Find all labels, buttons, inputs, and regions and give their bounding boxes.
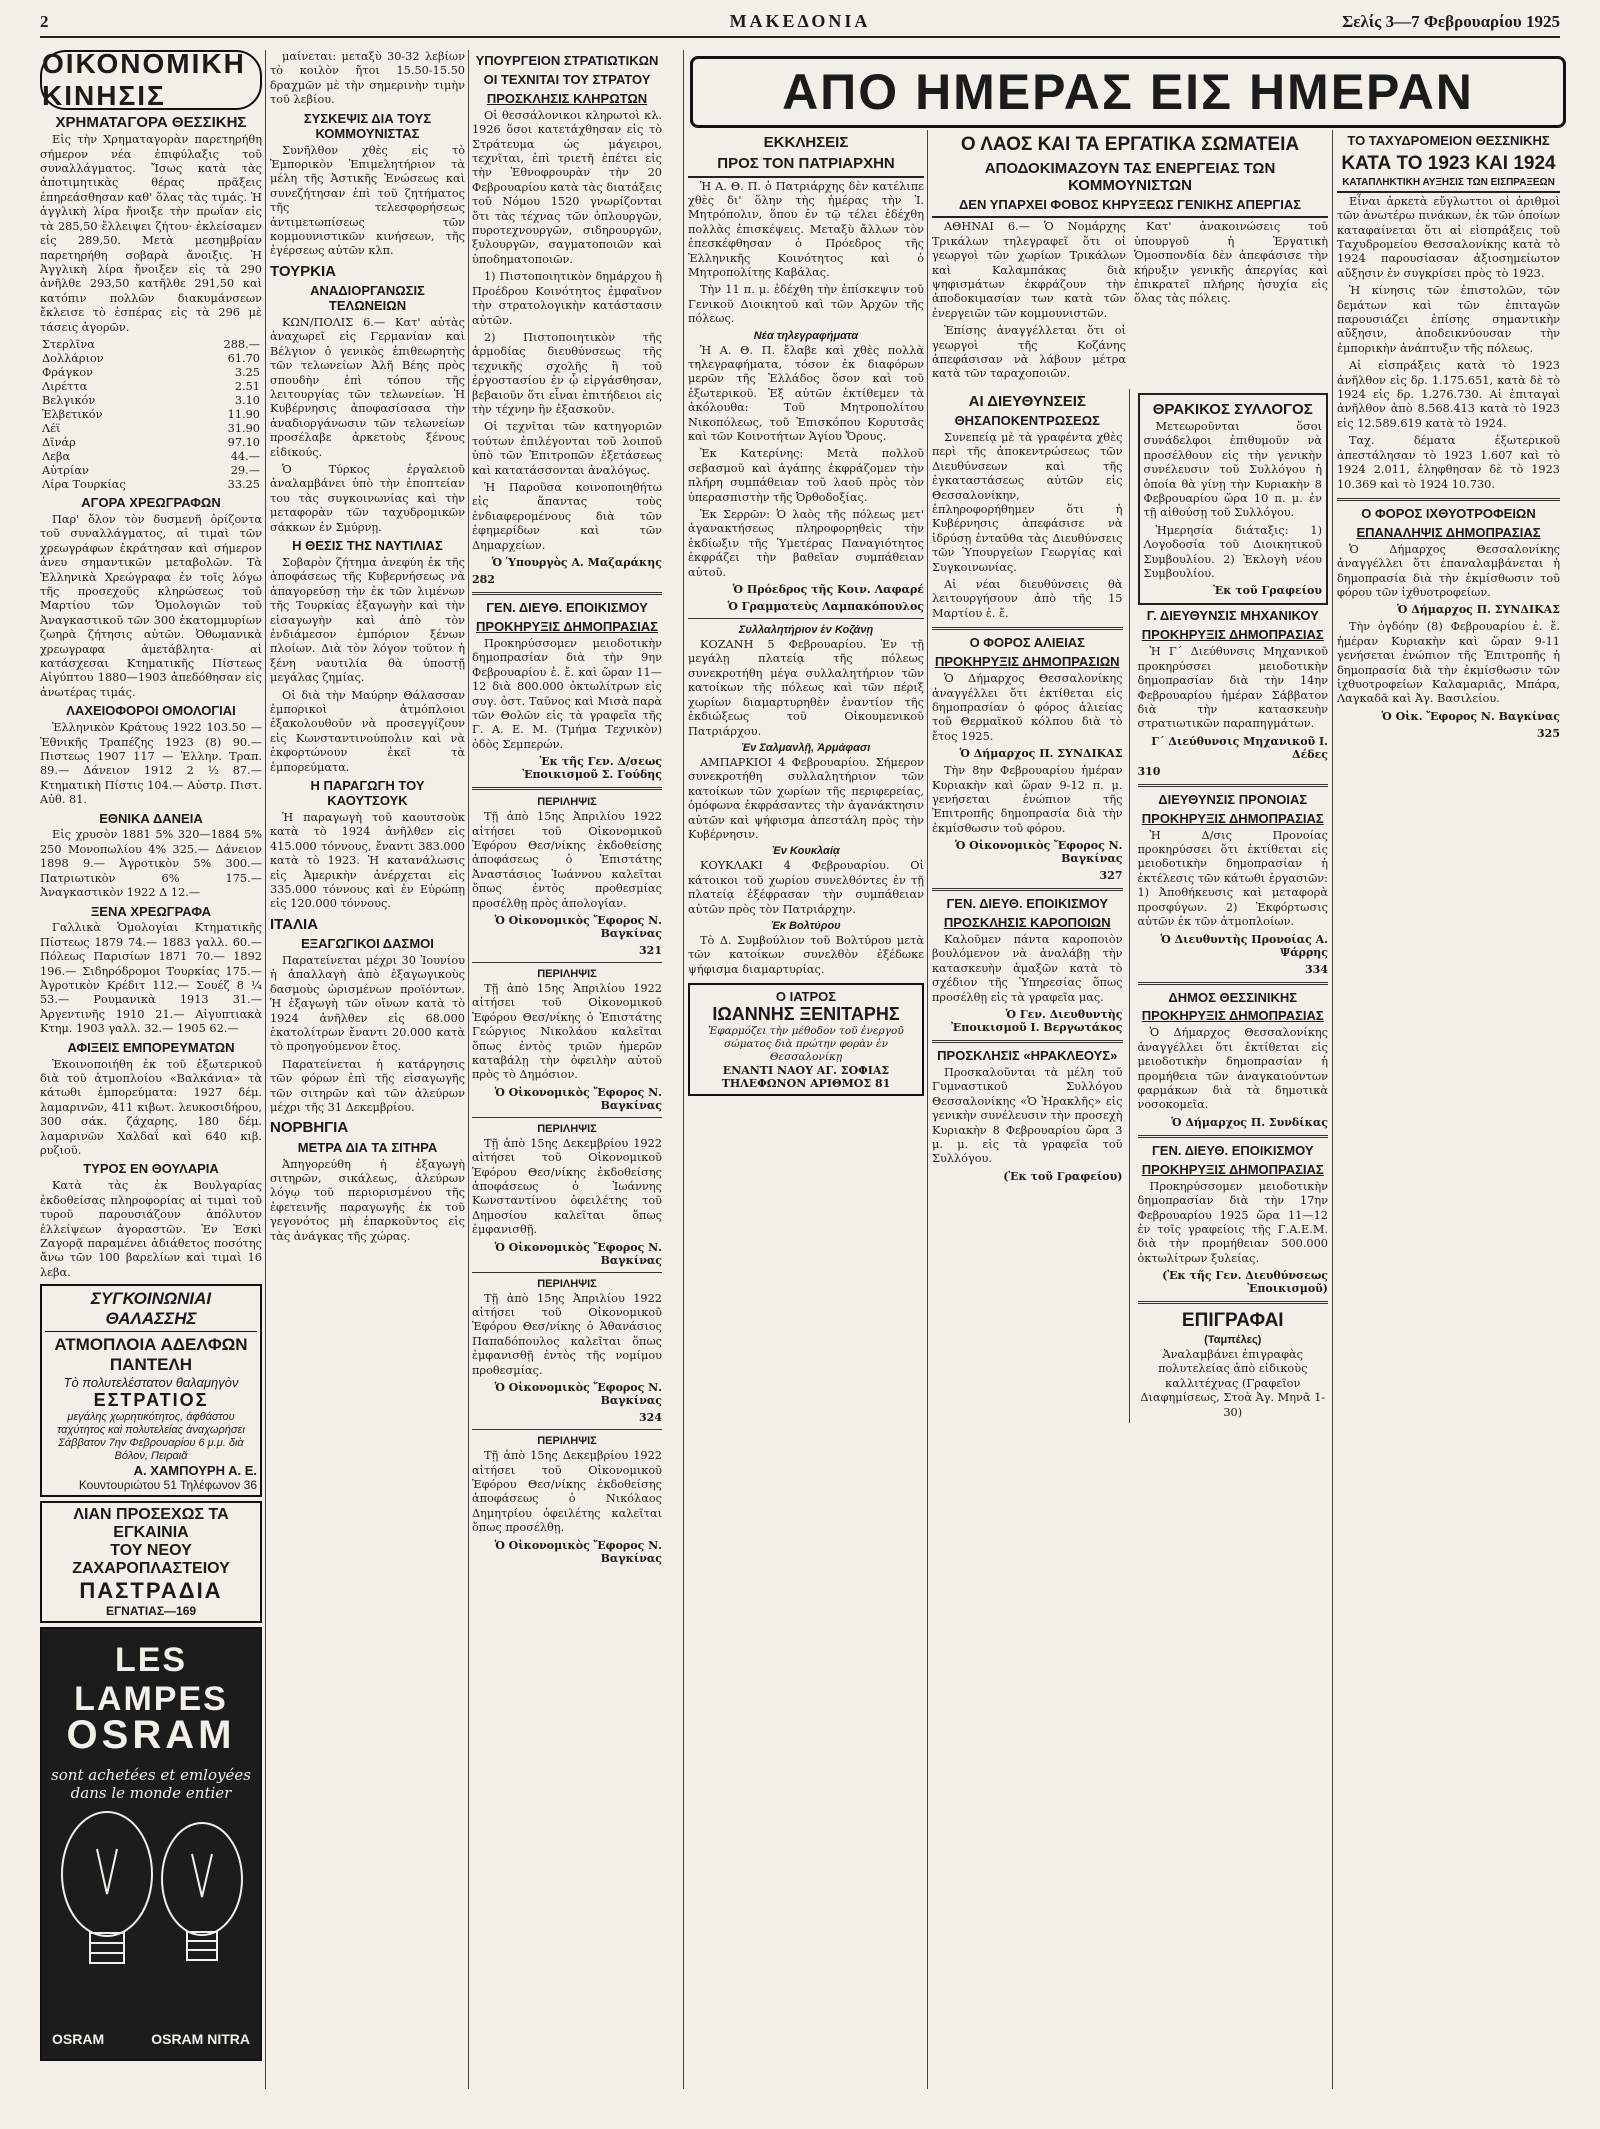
heading-army-technicians: ΟΙ ΤΕΧΝΙΤΑΙ ΤΟΥ ΣΤΡΑΤΟΥ	[483, 71, 651, 87]
rate-row	[40, 394, 262, 408]
heading-securities: ΑΓΟΡΑ ΧΡΕΩΓΡΑΦΩΝ	[81, 494, 221, 510]
article-text: Εἰς χρυσὸν 1881 5% 320—1884 5% 250 Μονοπωλίου 4% 325.— Δάνειον 1898 9.— Ἀγροτικὸν 5% 300.— Πατριωτικὸν 6% 175.— Ἀναγκαστικὸν 1922 Δ 12.—	[40, 828, 262, 900]
heading-auction: ΠΡΟΚΗΡΥΞΙΣ ΔΗΜΟΠΡΑΣΙΑΣ	[1141, 627, 1324, 643]
rate-row	[40, 450, 262, 464]
separator	[1138, 982, 1329, 985]
currency-rate: 97.10	[227, 435, 260, 449]
article-text: Συνῆλθον χθὲς εἰς τὸ Ἐμπορικὸν Ἐπιμελητήριον τὰ μέλη τῆς Ἀστικῆς Ἑνώσεως καὶ συνεζήτησαν ἐπὶ τοῦ ζητήματος τῆς τελεσφορήσεως ἀντιμετωπίσεως τῶν κομμουνιστικῶν κινήσεων, τῆς ἐγέρσεως αὐτῶν κλπ.	[270, 143, 465, 258]
article-text: ΑΘΗΝΑΙ 6.— Ὁ Νομάρχης Τρικάλων τηλεγραφεῖ ὅτι οἱ γεωργοὶ τῶν χωρίων Τρικάλων καὶ Καλαμπάκας διὰ ψηφισμάτων ἐκφράζουν τὴν ἀποδοκιμασίαν των κατὰ τῶν ἐνεργειῶν τῶν κομμουνιστῶν.	[932, 220, 1126, 320]
article-text: Αἱ εἰσπράξεις κατὰ τὸ 1923 ἀνῆλθον εἰς δρ. 1.175.651, κατὰ δὲ τὸ 1924 εἰς δρ. 1.276.730. Αἱ ἐπιταγαὶ ἀνῆλθον ἀπὸ 8.568.413 κατὰ τὸ 1923 εἰς 12.589.619 κατὰ τὸ 1924.	[1337, 359, 1560, 430]
heading-national-loans: ΕΘΝΙΚΑ ΔΑΝΕΙΑ	[99, 810, 203, 826]
heading-summary: ΠΕΡΙΛΗΨΙΣ	[537, 1435, 597, 1448]
article-text: Τῇ ἀπὸ 15ης Ἀπριλίου 1922 αἰτήσει τοῦ Οἰκονομικοῦ Ἐφόρου Θεσ/νίκης ἐκδοθείσης ἀποφάσεως ὁ Ἐπιστάτης Ἀναστάσιος Ἰωάννου καλεῖται ὅπως ἐντὸς προθεσμίας προσέλθῃ πρὸς ἀπολογίαν.	[472, 810, 662, 910]
currency-rate: 61.70	[227, 351, 260, 365]
page-mark: 2	[40, 12, 49, 31]
ad-text: ΛΙΑΝ ΠΡΟΣΕΧΩΣ ΤΑ ΕΓΚΑΙΝΙΑ	[73, 1506, 229, 1542]
article-text: ΚΩΝ/ΠΟΛΙΣ 6.— Κατ' αὐτὰς ἀναχωρεῖ εἰς Γερμανίαν καὶ Βέλγιον ὁ γενικὸς ἐπιθεωρητὴς τῶν τελωνείων Ἀλῆ Βέης πρὸς σπουδὴν ἐπὶ τόπου τῆς λειτουργίας τῶν τελωνείων. Ἡ Κυβέρνησις ἀποφασίσασα τὴν ἀναδιοργάνωσιν τῶν τελωνείων προσέλαβε ἀρκετοὺς ξένους εἰδικούς.	[270, 315, 465, 459]
article-text: μαίνεται: μεταξὺ 30-32 λεβίων τὸ κοιλὸν ἤτοι 15.50-15.50 δραχμῶν μὲ τὴν σημερινὴν τιμὴν τοῦ λεβίου.	[270, 50, 465, 107]
heading-auctions: ΠΡΟΚΗΡΥΞΙΣ ΔΗΜΟΠΡΑΣΙΩΝ	[934, 654, 1120, 670]
notice-number: 325	[1537, 726, 1560, 740]
rate-row	[40, 352, 262, 366]
currency-rate: 2.51	[234, 379, 260, 393]
article-text: Ἡ παραγωγὴ τοῦ καουτσοὺκ κατὰ τὸ 1924 ἀνῆλθεν εἰς 415.000 τόννους, ἔναντι 383.000 κατὰ τὸ 1923. Ἡ κατανάλωσις εἰς Ἀμερικὴν ἀνέρχεται εἰς 335.000 τόννους καὶ ἐν Εὐρώπῃ εἰς 120.000 τόννους.	[270, 810, 465, 911]
article-text: Σοβαρὸν ζήτημα ἀνεφύη ἐκ τῆς ἀποφάσεως τῆς Κυβερνήσεως νὰ ἀπαγορεύσῃ τὴν ἐκ τῶν λιμένων τῆς Τουρκίας ἐξαγωγὴν καὶ τὴν εἰσαγωγὴν καὶ ἀπὸ τὸν ἐνδιάμεσον ἐμπόριον ξένων πλοίων. Διὰ τὸν λόγον τοῦτον ἡ ξένη ναυτιλία θὰ ὑποστῇ μεγάλας ζημίας.	[270, 555, 465, 685]
ad-text: μεγάλης χωρητικότητος, ἀφθάστου ταχύτητος καὶ πολυτελείας ἀναχωρήσει Σάββατον 7ην Φεβρουαρίου 6 μ.μ. διὰ Βόλον, Πειραιᾶ	[57, 1411, 245, 1463]
article-text: Ἀναλαμβάνει ἐπιγραφὰς πολυτελείας ἀπὸ εἰδικοὺς καλλιτέχνας (Γραφεῖον Διαφημίσεως, Στοὰ Ἀγ. Μηνᾶ 1-30)	[1140, 1347, 1326, 1419]
signature: Ὁ Γραμματεὺς Λαμπακόπουλος	[727, 600, 924, 614]
pastry-shop-advertisement	[40, 1501, 262, 1623]
ad-shop-name: ΠΑΣΤΡΑΔΙΑ	[79, 1578, 223, 1604]
heading-shipping: Η ΘΕΣΙΣ ΤΗΣ ΝΑΥΤΙΛΙΑΣ	[292, 537, 443, 553]
thracian-society-notice	[1138, 393, 1329, 606]
column-rule	[468, 50, 469, 2089]
signature: Ὁ Πρόεδρος τῆς Κοιν. Λαφαρέ	[732, 583, 924, 597]
separator	[1138, 1301, 1329, 1304]
currency-rate: 288.—	[223, 337, 260, 351]
heading-repeat-auction: ΕΠΑΝΑΛΗΨΙΣ ΔΗΜΟΠΡΑΣΙΑΣ	[1356, 524, 1541, 540]
article-text: Γαλλικὰ Ὁμολογίαι Κτηματικῆς Πίστεως 1879 74.— 1883 γαλλ. 60.— Πόλεως Παρισίων 1871 70.— 1892 196.— Σιδηρόδρομοι Τουρκίας 175.— Ἀγροτικὸν Κρέδιτ 112.— Σουέζ 8 ¼ 53.— Ρουμανικὰ 1913 31.— Ἀργεντινῆς 1910 21.— Αἰγυπτιακὰ Κτημ. 1903 γαλλ. 32.— 1905 62.—	[40, 921, 262, 1036]
article-text: Ἐκ Κατερίνης: Μετὰ πολλοῦ σεβασμοῦ καὶ ἀγάπης ἐκφράζομεν τὴν πλήρη συμπάθειαν τοῦ λαοῦ πρὸς τὸν ὑπερασπιστὴν τῆς Ὀρθοδοξίας.	[688, 447, 924, 504]
article-text: Τὸ Δ. Συμβούλιον τοῦ Βολτύρου μετὰ τῶν κατοίκων συνελθὸν ἐξέδωκε ψήφισμα διαμαρτυρίας.	[688, 933, 924, 976]
heading-lottery-bonds: ΛΑΧΕΙΟΦΟΡΟΙ ΟΜΟΛΟΓΙΑΙ	[66, 703, 236, 719]
exchange-rates-table	[40, 338, 262, 492]
doctor-text: Ἐφαρμόζει τὴν μέθοδον τοῦ ἐνεργοῦ σώματος διὰ πρώτην φορὰν ἐν Θεσσαλονίκῃ	[708, 1025, 904, 1064]
heading-ministry: ΥΠΟΥΡΓΕΙΟΝ ΣΤΡΑΤΙΩΤΙΚΩΝ	[475, 53, 659, 68]
currency-name: Λίρα Τουρκίας	[42, 477, 126, 491]
currency-name: Λιρέττα	[42, 379, 88, 393]
article-text: Ἐκοινοποιήθη ἐκ τοῦ ἐξωτερικοῦ διὰ τοῦ ἀτμοπλοίου «Βαλκάνια» τὰ κάτωθι ἐμπορεύματα: 1927 δέμ. λαμαρινῶν, 411 κιβωτ. λευκοσιδήρου, 300 σάκ. ζάχαρης, 180 δέμ. λαμαρινῶν Χαλδαΐ καὶ 640 κιβ. ρυζιοῦ.	[40, 1057, 262, 1158]
heading-signs: ΕΠΙΓΡΑΦΑΙ	[1181, 1310, 1284, 1332]
separator	[1138, 784, 1329, 787]
signature: Ὁ Οἰκονομικὸς Ἔφορος Ν. Βαγκίνας	[494, 1240, 662, 1267]
ad-company: ΑΤΜΟΠΛΟΙΑ ΑΔΕΛΦΩΝ ΠΑΝΤΕΛΗ	[54, 1335, 248, 1375]
heading-decentralisation: ΘΗΣΑΠΟΚΕΝΤΡΩΣΕΩΣ	[954, 413, 1100, 428]
heading-summary: ΠΕΡΙΛΗΨΙΣ	[537, 1277, 597, 1290]
article-text: Καλοῦμεν πάντα καροποιὸν βουλόμενον νὰ ἀναλάβῃ τὴν κατασκευὴν ἁμαξῶν κατὰ τὸ σχέδιον τῆς Ὑπηρεσίας ὅπως προσέλθῃ εἰς τὰ γραφεῖα μας.	[932, 933, 1123, 1004]
currency-name: Βελγικόν	[42, 393, 96, 407]
signature: Ἐκ τῆς Γεν. Δ/σεως Ἐποικισμοῦ Σ. Γούδης	[522, 755, 662, 782]
column-notices	[472, 50, 662, 2085]
heading-meeting: ΣΥΣΚΕΨΙΣ ΔΙΑ ΤΟΥΣ ΚΟΜΜΟΥΝΙΣΤΑΣ	[303, 110, 432, 141]
separator	[1337, 498, 1560, 501]
heading-thracian-society: ΘΡΑΚΙΚΟΣ ΣΥΛΛΟΓΟΣ	[1152, 400, 1313, 418]
heading-signs-sub: (Ταμπέλες)	[1204, 1333, 1262, 1346]
heading-summary: ΠΕΡΙΛΗΨΙΣ	[537, 796, 597, 809]
separator	[688, 618, 924, 619]
currency-rate: 29.—	[230, 463, 260, 477]
signature: Γ΄ Διεύθυνσις Μηχανικοῦ Ι. Δέδες	[1151, 734, 1328, 761]
article-text: Κατ' ἀνακοινώσεις τοῦ ὑπουργοῦ ἡ Ἐργατικὴ Ὁμοσπονδία δὲν ἀπεφάσισε τὴν κήρυξιν γενικῆς ἀπεργίας καὶ ἐπικρατεῖ πλήρης ἡσυχία εἰς ὅλας τὰς πόλεις.	[1134, 220, 1328, 306]
heading-people-unions: Ο ΛΑΟΣ ΚΑΙ ΤΑ ΕΡΓΑΤΙΚΑ ΣΩΜΑΤΕΙΑ	[960, 134, 1300, 155]
heading-voltyros: Ἐκ Βολτύρου	[771, 919, 841, 932]
heading-stock-exchange: ΧΡΗΜΑΤΑΓΟΡΑ ΘΕΣΣΙΚΗΣ	[55, 114, 247, 131]
article-text: Παρατείνεται μέχρι 30 Ἰουνίου ἡ ἀπαλλαγὴ ἀπὸ ἐξαγωγικοὺς δασμοὺς ὡρισμένων προϊόντων. Ἡ ἐξαγωγὴ τῶν οἴνων κατὰ τὸ 1924 ἀνῆλθεν εἰς 68.000 ἑκατολίτρων ἔναντι 20.000 κατὰ τὸ προηγούμενον ἔτος.	[270, 953, 465, 1054]
separator	[472, 787, 662, 790]
signature: Ὁ Δήμαρχος Π. Συνδίκας	[1171, 1115, 1328, 1129]
currency-name: Ἑλβετικόν	[42, 407, 103, 421]
article-text: Μετεωροῦνται ὅσοι συνάδελφοι ἐπιθυμοῦν νὰ προσέλθουν εἰς τὴν γενικὴν συνέλευσιν τοῦ Συλλόγου ἡ ὁποία θὰ γίνῃ τὴν Κυριακὴν 8 Φεβρουαρίου ὥρα 10 π. μ. ἐν τῇ αἰθούσῃ τοῦ Συλλόγου.	[1143, 420, 1322, 520]
doctor-name: ΙΩΑΝΝΗΣ ΞΕΝΙΤΑΡΗΣ	[712, 1004, 900, 1025]
notice-number: 327	[1099, 869, 1123, 883]
heading-fish-tax: Ο ΦΟΡΟΣ ΙΧΘΥΟΤΡΟΦΕΙΩΝ	[1361, 505, 1536, 521]
separator	[932, 1040, 1123, 1043]
column-rule	[683, 50, 684, 2089]
article-text: Εἰς τὴν Χρηματαγορὰν παρετηρήθη σήμερον νέα ἐπιφύλαξις τοῦ συναλλάγματος. Ἴσως κατὰ τὰς ἀποτιμητικὰς θέρας πρᾶξεις ἐπηρεάσθησαν καθ' ὅλας τὰς τιμάς. Ἡ ἀγγλικὴ λίρα ἤνοιξε τὴν πρωΐαν εἰς τὰ 285,50 ἔλλειψει ζήτου· ἐκλείσαμεν εἰς 289,50. Μετὰ μεσημβρίαν παρετηρήθη σοβαρὰ ἄνοιξις. Ἡ Ἀγγλικὴ λίρα ἤνοιξεν εἰς τὰ 290 ἀνῆλθε 293,50 κατῆλθε 291,50 καὶ κατόπιν πολλῶν διακυμάνσεων ἔκλεισε τὸ ἑσπέρας εἰς τὰ 296 μὲ τάσεις ἀγορῶν.	[40, 133, 262, 334]
article-text: ΚΟΖΑΝΗ 5 Φεβρουαρίου. Ἐν τῇ μεγάλῃ πλατείᾳ τῆς πόλεως συνεκροτήθη μέγα συλλαλητήριον τῶν κατοίκων τῆς πόλεως καὶ τῶν πέριξ χωρίων διαμαρτυρηθὲν ἐναντίον τῆς ἐκδιώξεως τοῦ Οἰκουμενικοῦ Πατριάρχου.	[688, 638, 924, 738]
heading-auction: ΠΡΟΚΗΡΥΞΙΣ ΔΗΜΟΠΡΑΣΙΑΣ	[476, 618, 658, 634]
article-text: Παρ' ὅλον τὸν δυσμενῆ ὀρίζοντα τοῦ συναλλάγματος, αἱ τιμαὶ τῶν χρεωγράφων ἐκράτησαν καὶ σήμερον ἀνευ σημαντικῶν μεταβολῶν. Τὰ Ἑλληνικὰ Χρεώγραφα ἐν τοῖς λόγω τῆς προσεχοῦς κληρώσεως τοῦ Μαρτίου τῶν Ὁμολογιῶν τοῦ Ἀναγκαστικοῦ τῶν 300 ἑκατομμυρίων ζωηρὰ ζήτησις αὐτῶν. Ὀθωμανικὰ χρεωγραφα ἀμετάβλητα· αἱ κατάσχεσαι Κτηματικῆς Πίστεως Αἰγύπτου 1880—1903 ἀπεδόθησαν εἰς ἀνωτέρας τιμάς.	[40, 512, 262, 699]
signature: Ὁ Γεν. Διευθυντὴς Ἐποικισμοῦ Ι. Βεργωτάκος	[951, 1008, 1123, 1035]
heading-settlement: ΓΕΝ. ΔΙΕΥΘ. ΕΠΟΙΚΙΣΜΟΥ	[946, 896, 1109, 912]
rate-row	[40, 338, 262, 352]
notice-number: 324	[639, 1411, 662, 1425]
currency-name: Φράγκον	[42, 365, 94, 379]
article-text: Ταχ. δέματα ἐξωτερικοῦ ἀπεστάλησαν τὸ 1923 1.607 καὶ τὸ 1924 2.011, ἐληφθησαν δὲ τὸ 1923 10.369 καὶ τὸ 1924 10.730.	[1337, 434, 1560, 491]
currency-name: Δῖνάρ	[42, 435, 76, 449]
doctor-phone: ΤΗΛΕΦΩΝΟΝ ΑΡΙΘΜΟΣ 81	[721, 1077, 891, 1091]
heading-settlement: ΓΕΝ. ΔΙΕΥΘ. ΕΠΟΙΚΙΣΜΟΥ	[486, 600, 648, 615]
signature: Ὁ Οἰκονομικὸς Ἔφορος Ν. Βαγκίνας	[494, 1538, 662, 1565]
article-text: Ἐπίσης ἀναγγέλλεται ὅτι οἱ γεωργοὶ τῆς Κοζάνης ἀπεφάσισαν νὰ λάβουν μέτρα κατὰ τῶν ταραχοποιῶν.	[932, 324, 1126, 381]
article-text: Ἡ κίνησις τῶν ἐπιστολῶν, τῶν δεμάτων καὶ τῶν ἐπιταγῶν παρουσιάζει ἐπίσης σημαντικὴν αὔξησιν, ἀποδεικνύουσαν τὴν ἐμπορικὴν ἀνάπτυξιν τῆς πόλεως.	[1337, 284, 1560, 355]
section-banner: ΑΠΟ ΗΜΕΡΑΣ ΕΙΣ ΗΜΕΡΑΝ	[690, 56, 1566, 128]
currency-rate: 3.10	[234, 393, 260, 407]
heading-welfare: ΔΙΕΥΘΥΝΣΙΣ ΠΡΟΝΟΙΑΣ	[1158, 791, 1308, 807]
signature: Ὁ Οἰκονομικὸς Ἔφορος Ν. Βαγκίνας	[494, 913, 662, 940]
ad-ship-name: ΕΣΤΡΑΤΙΟΣ	[93, 1390, 209, 1411]
heading-years: ΚΑΤΑ ΤΟ 1923 ΚΑΙ 1924	[1341, 152, 1556, 174]
ad-address: ΕΓΝΑΤΙΑΣ—169	[105, 1604, 197, 1619]
heading-disapprove-communists: ΑΠΟΔΟΚΙΜΑΖΟΥΝ ΤΑΣ ΕΝΕΡΓΕΙΑΣ ΤΩΝ ΚΟΜΜΟΥΝΙΣΤΩΝ	[984, 159, 1276, 195]
notice-number: 282	[472, 573, 495, 586]
notice-number: 321	[639, 943, 662, 957]
article-text: Ἐκ Σερρῶν: Ὁ λαὸς τῆς πόλεως μετ' ἀγανακτήσεως πληροφορηθεὶς τὴν ἐκδίωξιν τῆς Ὑμετέρας Παναγιότητος ἐκφράζει τὴν βαθεῖαν συμπάθειαν αὐτοῦ.	[688, 508, 924, 579]
column-post-office	[1337, 130, 1560, 2090]
heading-auction: ΠΡΟΚΗΡΥΞΙΣ ΔΗΜΟΠΡΑΣΙΑΣ	[1141, 810, 1324, 826]
heading-settlement: ΓΕΝ. ΔΙΕΥΘ. ΕΠΟΙΚΙΣΜΟΥ	[1151, 1142, 1314, 1158]
economy-box-title: ΟΙΚΟΝΟΜΙΚΗ ΚΙΝΗΣΙΣ	[40, 50, 262, 110]
column-economy-continued	[270, 50, 465, 1243]
column-rule	[927, 130, 928, 2089]
separator	[472, 1117, 662, 1118]
currency-rate: 3.25	[234, 365, 260, 379]
osram-lamp-label: OSRAM NITRA	[151, 2031, 250, 2048]
article-text: Ὁ Δήμαρχος Θεσσαλονίκης ἀναγγέλλει ὅτι ἐπαναλαμβάνεται ἡ δημοπρασία διὰ τὴν ἐκμίσθωσιν τοῦ φόρου τῶν ἰχθυοτροφείων.	[1337, 542, 1560, 599]
doctor-address: ΕΝΑΝΤΙ ΝΑΟΥ ΑΓ. ΣΟΦΙΑΣ	[722, 1064, 890, 1078]
shipping-advertisement	[40, 1284, 262, 1497]
heading-customs: ΑΝΑΔΙΟΡΓΑΝΩΣΙΣ ΤΕΛΩΝΕΙΩΝ	[310, 283, 425, 313]
signature: Ὁ Οἰκονομικὸς Ἔφορος Ν. Βαγκίνας	[494, 1381, 662, 1408]
currency-name: Λέϊ	[42, 421, 61, 435]
article-text: Ὁ Τύρκος ἐργαλειοῦ ἀναλαμβάνει ὑπὸ τὴν ἐποπτείαν του τὰς συγκοινωνίας καὶ τὴν μεταφορὰν τῶν ταχυδρομικῶν σάκκων ἐν Σμύρνῃ.	[270, 462, 465, 534]
currency-rate: 11.90	[227, 407, 260, 421]
rate-row	[40, 478, 262, 492]
separator	[472, 592, 662, 595]
article-text: Τῇ ἀπὸ 15ης Ἀπριλίου 1922 αἰτήσει τοῦ Οἰκονομικοῦ Ἐφόρου Θεσ/νίκης ὁ Ἀθανάσιος Παπαδόπουλος καλεῖται ὅπως ἐμφανισθῇ ἐντὸς τῆς νομίμου προθεσμίας.	[472, 1291, 662, 1377]
heading-export-duties: ΕΞΑΓΩΓΙΚΟΙ ΔΑΣΜΟΙ	[301, 935, 434, 951]
article-text: 1) Πιστοποιητικὸν δημάρχου ἢ Προέδρου Κοινότητος ἐμφαῖνον τὴν στρατολογικὴν κατάστασιν αὐτῶν.	[472, 270, 662, 327]
rate-row	[40, 408, 262, 422]
article-text: Ἀπηγορεύθη ἡ ἐξαγωγὴ σιτηρῶν, σικάλεως, ἀλεύρων λόγῳ τοῦ περιορισμένου τῆς ἐφετεινῆς παραγωγῆς ἐκ τοῦ γεγονότος μὴ ἐπαρκοῦντος εἰς τὰς ἀνάγκας τῆς χώρας.	[270, 1157, 465, 1243]
heading-rally: Συλλαλητήριον ἐν Κοζάνῃ	[738, 624, 874, 637]
ad-agent: Α. ΧΑΜΠΟΥΡΗ Α. Ε.	[133, 1463, 257, 1479]
heading-auction: ΠΡΟΚΗΡΥΞΙΣ ΔΗΜΟΠΡΑΣΙΑΣ	[1141, 1008, 1324, 1024]
signature: Ὁ Οἰκονομικὸς Ἔφορος Ν. Βαγκίνας	[955, 839, 1123, 866]
heading-norway: ΝΟΡΒΗΓΙΑ	[270, 1119, 349, 1137]
heading-iraklis: ΠΡΟΣΚΛΗΣΙΣ «ΗΡΑΚΛΕΟΥΣ»	[937, 1048, 1118, 1064]
article-text: Προσκαλοῦνται τὰ μέλη τοῦ Γυμναστικοῦ Συλλόγου Θεσσαλονίκης «Ὁ Ἡρακλῆς» εἰς γενικὴν συνέλευσιν τὴν προσεχὴ Κυριακὴν 8 Φεβρουαρίου ὥρα 3 μ. μ. εἰς τὰ γραφεῖα τοῦ Συλλόγου.	[932, 1066, 1123, 1166]
article-text: Συνεπείᾳ μὲ τὰ γραφέντα χθὲς περὶ τῆς ἀποκεντρώσεως τῶν Διευθύνσεων καὶ τῆς ἐγκαταστάσεως αὐτῶν εἰς Θεσσαλονίκην, ἐπληροφορήθημεν ὅτι ἡ Κυβέρνησις ἀπεφάσισε νὰ ἱδρύσῃ ἐνταῦθα τὰς Διευθύνσεις τῶν Ὑπουργείων Γεωργίας καὶ Συγκοινωνίας.	[932, 430, 1123, 574]
article-text: Προκηρύσσομεν μειοδοτικὴν δημοπρασίαν διὰ τὴν 17ην Φεβρουαρίου 1925 ὥρα 11—12 ἐν τοῖς γραφείοις τῆς Γ.Α.Ε.Μ. διὰ τὴν προμήθειαν 500.000 ὀκτωλίτρων ξυλείας.	[1137, 1179, 1328, 1265]
article-text: Ἡ Α. Θ. Π. ὁ Πατριάρχης δὲν κατέλιπε χθὲς δι' ὅλην τὴς ἡμέρας τὴν Ἱ. Μητρόπολιν, ὅπου ἐν τῷ τέλει ἐδέχθη πολλὰς ἐπισκέψεις. Μεταξὺ ἄλλων τὸν ἐπεσκέφθησαν ὁ Πρόεδρος τῆς Ἐλληνικῆς Κοινότητος καὶ ὁ Μητροπολίτης Καβάλας.	[688, 179, 924, 279]
article-text: Τὴν 11 π. μ. ἐδέχθη τὴν ἐπίσκεψιν τοῦ Γενικοῦ Διοικητοῦ καὶ τῶν Ἀρχῶν τῆς πόλεως.	[688, 283, 924, 326]
heading-grain: ΜΕΤΡΑ ΔΙΑ ΤΑ ΣΙΤΗΡΑ	[297, 1139, 438, 1155]
signature: Ὁ Δήμαρχος Π. ΣΥΝΔΙΚΑΣ	[1397, 603, 1560, 617]
signature: Ὁ Δήμαρχος Π. ΣΥΝΔΙΚΑΣ	[959, 747, 1123, 761]
article-text: Ὁ Δήμαρχος Θεσσαλονίκης ἀναγγέλλει ὅτι ἐκτίθεται εἰς δημοπρασίαν ὁ φόρος ἀλιείας τοῦ Θερμαϊκοῦ κόλπου διὰ τὸ ἔτος 1925.	[932, 672, 1123, 743]
separator	[472, 962, 662, 963]
heading-conscripts: ΠΡΟΣΚΛΗΣΙΣ ΚΛΗΡΩΤΩΝ	[486, 90, 648, 106]
heading-summary: ΠΕΡΙΛΗΨΙΣ	[537, 1122, 597, 1135]
article-text: Ἡ Α. Θ. Π. ἔλαβε καὶ χθὲς πολλὰ τηλεγραφήματα, τόσον ἐκ διαφόρων μερῶν τῆς Ἑλλάδος ὅσον καὶ τοῦ ἐξωτερικοῦ. Ἐξ αὐτῶν ἐκτίθεμεν τὰ ἀκόλουθα: Τοῦ Μητροπολίτου Νικοπόλεως, τοῦ Ἐπισκόπου Κορυτσᾶς καὶ τῶν Κοινοτήτων Ἁγίου Ὄρους.	[688, 343, 924, 443]
column-economy	[40, 50, 262, 2100]
article-text: Αἱ νέαι διευθύνσεις θὰ λειτουργήσουν ἀπὸ τῆς 15 Μαρτίου ἐ. ἔ.	[932, 578, 1123, 620]
article-text: Τῇ ἀπὸ 15ης Δεκεμβρίου 1922 αἰτήσει τοῦ Οἰκονομικοῦ Ἐφόρου Θεσ/νίκης ἐκδοθείσης ἀποφάσεως ὁ Νικόλαος Δημητρίου ὀφειλέτης καλεῖται ὅπως προσέλθῃ.	[472, 1449, 662, 1535]
heading-fishing-tax: Ο ΦΟΡΟΣ ΑΛΙΕΙΑΣ	[969, 635, 1085, 651]
article-text: Οἱ διὰ τὴν Μαύρην Θάλασσαν ἐμπορικοὶ ἀτμόπλοιοι ἐξακολουθοῦν νὰ προσεγγίζουν εἰς Κωνσταντινούπολιν καὶ νὰ ἐκφορτώνουν ἐκεῖ τὰ ἐμπορεύματα.	[270, 688, 465, 774]
article-text: Τῇ ἀπὸ 15ης Δεκεμβρίου 1922 αἰτήσει τοῦ Οἰκονομικοῦ Ἐφόρου Θεσ/νίκης ἐκδοθείσης ἀποφάσεως ὁ Ἰωάννης Κωνσταντίνου ὀφειλέτης τοῦ Δημοσίου καλεῖται ὅπως ἐμφανισθῇ.	[472, 1136, 662, 1237]
rate-row	[40, 366, 262, 380]
article-text: Τῇ ἀπὸ 15ης Ἀπριλίου 1922 αἰτήσει τοῦ Οἰκονομικοῦ Ἐφόρου Θεσ/νίκης ὁ Ἐπιστάτης Γεώργιος Νικολάου καλεῖται ὅπως ἐντὸς τριῶν ἡμερῶν καταβάλῃ τὴν ὀφειλὴν αὐτοῦ πρὸς τὸ Δημόσιον.	[472, 981, 662, 1082]
article-text: 2) Πιστοποιητικὸν τῆς ἁρμοδίας διευθύνσεως τῆς τεχνικῆς σχολῆς ἢ τοῦ ἐργοστασίου ἐν ᾧ εἰργάσθησαν, βεβαιοῦν ὅτι εἶναι ἐπιτήδειοι εἰς τὴν τέχνην ἣν ἐξασκοῦν.	[472, 330, 662, 416]
column-rule	[1332, 130, 1333, 2089]
currency-name: Στερλῖνα	[42, 337, 95, 351]
heading-arrivals: ΑΦΙΞΕΙΣ ΕΜΠΟΡΕΥΜΑΤΩΝ	[67, 1039, 235, 1055]
osram-lamp-label: OSRAM	[52, 2031, 105, 2048]
heading-to-patriarch: ΠΡΟΣ ΤΟΝ ΠΑΤΡΙΑΡΧΗΝ	[688, 155, 924, 177]
article-text: Εἶναι ἀρκετὰ εὔγλωττοι οἱ ἀριθμοὶ τῶν ἀνωτέρω πινάκων, ἐκ τῶν ὁποίων καταφαίνεται ὅτι αἱ εἰσπράξεις τοῦ Ταχυδρομείου Θεσσαλονίκης κατὰ τὸ 1924 παρουσίασαν ἀξιοσημείωτον αὔξησιν ἐν συγκρίσει πρὸς τὸ 1923.	[1337, 194, 1560, 280]
column-patriarch	[688, 130, 924, 2090]
rate-row	[40, 422, 262, 436]
ad-text: Τὸ πολυτελέστατον θαλαμηγὸν	[63, 1375, 239, 1391]
article-text: Παρατείνεται ἡ κατάργησις τῶν φόρων ἐπὶ τῆς εἰσαγωγῆς τῶν σιτηρῶν καὶ τῶν ἀλεύρων μέχρι τῆς 31 Δεκεμβρίου.	[270, 1057, 465, 1114]
article-text: Ἑλληνικὸν Κράτους 1922 103.50 — Ἐθνικῆς Τραπέζης 1923 (8) 90.— Πιστεως 1907 117 — Ἑλλην. Τραπ. 89.— Δάνειον 1912 2 ½ 87.— Κτηματικὴ Πίστις 104.— Αὐστρ. Πιστ. Αὐθ. 81.	[40, 721, 262, 807]
signature: Ὁ Διευθυντὴς Προνοίας Α. Ψάρρης	[1160, 932, 1328, 959]
ad-address: Κουντουριώτου 51 Τηλέφωνον 36	[78, 1478, 257, 1493]
heading-municipality: ΔΗΜΟΣ ΘΕΣΣΙΝΙΚΗΣ	[1168, 989, 1298, 1005]
notice-number: 334	[1305, 962, 1328, 976]
newspaper-name: ΜΑΚΕΔΟΝΙΑ	[729, 11, 871, 31]
article-text: Τὴν ὀγδόην (8) Φεβρουαρίου ἐ. ἔ. ἡμέραν Κυριακὴν καὶ ὥραν 9-11 γενήσεται ἐνώπιον τῆς Ἐπιτροπῆς ἡ δημοπρασία διὰ τὴν ἐκμίσθωσιν τῶν ἰχθυοτροφείων Καλαμαριᾶς, Μπάρα, Λαγκαδᾶ καὶ Ἀγ. Βασιλείου.	[1337, 620, 1560, 706]
column-rule	[265, 50, 266, 2089]
column-labour	[932, 130, 1328, 2090]
osram-tagline: sont achetées et emloyées dans le monde entier	[51, 1766, 251, 1803]
separator	[472, 1429, 662, 1430]
article-text: Τὴν 8ην Φεβρουαρίου ἡμέραν Κυριακὴν καὶ ὥραν 9-12 π. μ. γενήσεται ἐνώπιον τῆς Ἐπιτροπῆς δημοπρασία διὰ τὴν ἐκμίσθωσιν τοῦ φόρου.	[932, 764, 1123, 835]
separator	[932, 627, 1123, 630]
article-text: Ἡμερησία διάταξις: 1) Λογοδοσία τοῦ Διοικητικοῦ Συμβουλίου. 2) Ἐκλογὴ νέου Συμβουλίου.	[1143, 523, 1322, 581]
heading-auction: ΠΡΟΚΗΡΥΞΙΣ ΔΗΜΟΠΡΑΣΙΑΣ	[1141, 1161, 1324, 1177]
masthead	[40, 6, 1560, 38]
rate-row	[40, 380, 262, 394]
separator	[472, 1272, 662, 1273]
heading-rubber: Η ΠΑΡΑΓΩΓΗ ΤΟΥ ΚΑΟΥΤΣΟΥΚ	[310, 778, 425, 808]
heading-cheese: ΤΥΡΟΣ ΕΝ ΘΟΥΛΑΡΙΑ	[83, 1161, 219, 1177]
signature: Ὁ Ὑπουργὸς Α. Μαζαράκης	[491, 556, 662, 569]
article-text: Οἱ τεχνῖται τῶν κατηγοριῶν τούτων ἐπιλέγονται τοῦ λοιποῦ ὑπὸ τῶν Ἐπιτροπῶν ἐξετάσεως καὶ κατατάσσονται ἀναλόγως.	[472, 420, 662, 477]
heading-cartwrights: ΠΡΟΣΚΛΗΣΙΣ ΚΑΡΟΠΟΙΩΝ	[943, 915, 1111, 931]
article-text: Προκηρύσσομεν μειοδοτικὴν δημοπρασίαν διὰ τὴν 9ην Φεβρουαρίου ἐ. ἔ. καὶ ὥραν 11—12 διὰ 800.000 ὀκτωλίτρων εἰς συγ. ὀστ. Ταῦνος καὶ Μισὰ παρὰ τῶν Θολῶν εἰς τὰ γραφεῖα τῆς Γ. Α. Ε. Μ. (Τμήμα Τεχνικὸν) ὁδὸς Σεμπερών.	[472, 636, 662, 751]
signature: Ὁ Οἰκονομικὸς Ἔφορος Ν. Βαγκίνας	[494, 1085, 662, 1112]
currency-name: Δολλάριον	[42, 351, 104, 365]
heading-summary: ΠΕΡΙΛΗΨΙΣ	[537, 967, 597, 980]
heading-foreign-bonds: ΞΕΝΑ ΧΡΕΩΓΡΑΦΑ	[90, 903, 212, 919]
article-text: Οἱ θεσσάλονικοι κληρωτοὶ κλ. 1926 ὅσοι κατετάχθησαν εἰς τὸ Στράτευμα ὡς μάγειροι, τεχνῖται, ἐπὶ τριετῆ ἐπέτει εἰς τὴν Ἐθνοφρουρὰν τὴν 20 Φεβρουαρίου κατὰ τὰς διατάξεις τοῦ Νόμου 1520 γνωρίζονται ὅτι τὰς τέχνας τῶν ὁπλουργῶν, πυροτεχνουργῶν, σιδηρουργῶν, ξυλουργῶν, σαγματοποιῶν καὶ ὑποδηματοποιῶν.	[472, 108, 662, 266]
signature: (Ἐκ τοῦ Γραφείου)	[1003, 1169, 1123, 1183]
osram-advertisement	[40, 1627, 262, 2061]
heading-italy: ΙΤΑΛΙΑ	[270, 915, 319, 933]
article-text: ΑΜΠΑΡΚΙΟΙ 4 Φεβρουαρίου. Σήμερον συνεκροτήθη συλλαλητήριον τῶν κατοίκων τῶν χωρίων τῆς περιφερείας, ὁμόφωνα ἐκφράσαντες τὴν ἀγανάκτησιν αὐτῶν καὶ ψήφισμα ἀπεστάλη πρὸς τὴν Κυβέρνησιν.	[688, 755, 924, 841]
rate-row	[40, 436, 262, 450]
signature: Ὁ Οἰκ. Ἔφορος Ν. Βαγκίνας	[1381, 709, 1560, 723]
lamp-bulbs-illustration	[42, 1779, 262, 2029]
heading-appeals: ΕΚΚΛΗΣΕΙΣ	[763, 134, 849, 151]
ad-header: ΣΥΓΚΟΙΝΩΝΙΑΙ ΘΑΛΑΣΣΗΣ	[45, 1289, 257, 1332]
heading-directorates: ΑΙ ΔΙΕΥΘΥΝΣΕΙΣ	[968, 392, 1086, 410]
article-text: Ἡ Δ/σις Προνοίας προκηρύσσει ὅτι ἐκτίθεται εἰς μειοδοτικὴν δημοπρασίαν ἡ ἐκτέλεσις τῶν κάτωθι ἐργασιῶν: 1) Ἀποθήκευσις καὶ μεταφορὰ προσφύγων. 2) Ἐκφόρτωσις αὐτῶν ἐκ τῶν ἀτμοπλοίων.	[1137, 828, 1328, 929]
osram-brand: OSRAM	[66, 1713, 236, 1758]
rate-row	[40, 464, 262, 478]
heading-turkey: ΤΟΥΡΚΙΑ	[270, 262, 336, 280]
heading-kouklaki: Ἐν Κουκλαίᾳ	[772, 845, 840, 858]
article-text: Ὁ Δήμαρχος Θεσσαλονίκης ἀναγγέλλει ὅτι ἐκτίθεται εἰς μειοδοτικὴν δημοπρασίαν ἡ προμήθεια τῶν ἀναγκαιούντων φαρμάκων διὰ τὰ δημοτικὰ νοσοκομεῖα.	[1137, 1026, 1328, 1112]
heading-engineering: Γ. ΔΙΕΥΘΥΝΣΙΣ ΜΗΧΑΝΙΚΟΥ	[1146, 608, 1319, 624]
heading-post-office: ΤΟ ΤΑΧΥΔΡΟΜΕΙΟΝ ΘΕΣΣΝΙΚΗΣ	[1347, 133, 1550, 148]
currency-rate: 33.25	[227, 477, 260, 491]
currency-rate: 31.90	[227, 421, 260, 435]
doctor-advertisement	[688, 983, 924, 1096]
article-text: Ἡ Γ΄ Διεύθυνσις Μηχανικοῦ προκηρύσσει μειοδοτικὴν δημοπρασίαν διὰ τὴν 14ην Φεβρουαρίου ἡμέραν Σάββατον διὰ τὴν κατασκευὴν στρατιωτικῶν παραπηγμάτων.	[1137, 645, 1328, 731]
heading-no-strike: ΔΕΝ ΥΠΑΡΧΕΙ ΦΟΒΟΣ ΚΗΡΥΞΕΩΣ ΓΕΝΙΚΗΣ ΑΠΕΡΓΙΑΣ	[932, 198, 1328, 218]
currency-name: Λεβα	[42, 449, 71, 463]
notice-number: 310	[1137, 764, 1161, 778]
article-text: Κατὰ τὰς ἐκ Βουλγαρίας ἐκδοθείσας πληροφορίας αἱ τιμαὶ τοῦ τυροῦ παρουσιάζουν ἀπόλυτον ἐλλείψεων ἀγοραστῶν. Ἐν Ἐσκὶ Ζαγορᾷ παραμένει ἀδιάθετος ποσότης ἄνω τῶν 100 βαρελίων καὶ τιμαὶ 16 λεβα.	[40, 1179, 262, 1279]
ad-text: ΤΟΥ ΝΕΟΥ ΖΑΧΑΡΟΠΛΑΣΤΕΙΟΥ	[72, 1542, 230, 1578]
currency-name: Αὐτρίαν	[42, 463, 89, 477]
separator	[1138, 1135, 1329, 1138]
heading-telegrams: Νέα τηλεγραφήματα	[753, 329, 859, 342]
signature: Ἐκ τοῦ Γραφείου	[1213, 584, 1322, 598]
heading-increase: ΚΑΤΑΠΛΗΚΤΙΚΗ ΑΥΞΗΣΙΣ ΤΩΝ ΕΙΣΠΡΑΞΕΩΝ	[1337, 177, 1560, 193]
currency-rate: 44.—	[230, 449, 260, 463]
article-text: ΚΟΥΚΛΑΚΙ 4 Φεβρουαρίου. Οἱ κάτοικοι τοῦ χωρίου συνελθόντες ἐν τῇ πλατείᾳ ἐξέφρασαν τὴν συμπάθειαν αὐτῶν πρὸς τὸν Πατριάρχην.	[688, 859, 924, 916]
heading-salmanli: Ἐν Σαλμανλῇ, Ἀρμάφασι	[741, 741, 871, 754]
issue-date: Σελίς 3—7 Φεβρουαρίου 1925	[1342, 12, 1560, 31]
signature: (Ἐκ τῆς Γεν. Διευθύνσεως Ἐποικισμοῦ)	[1162, 1269, 1328, 1296]
separator	[932, 888, 1123, 891]
osram-heading: LES LAMPES	[74, 1641, 228, 1719]
doctor-title: Ο ΙΑΤΡΟΣ	[775, 989, 837, 1005]
article-text: Ἡ Παροῦσα κοινοποιηθήτω εἰς ἅπαντας τοὺς ἐνδιαφερομένους διὰ τῶν ἐφημερίδων καὶ τῶν Δημαρχείων.	[472, 480, 662, 552]
